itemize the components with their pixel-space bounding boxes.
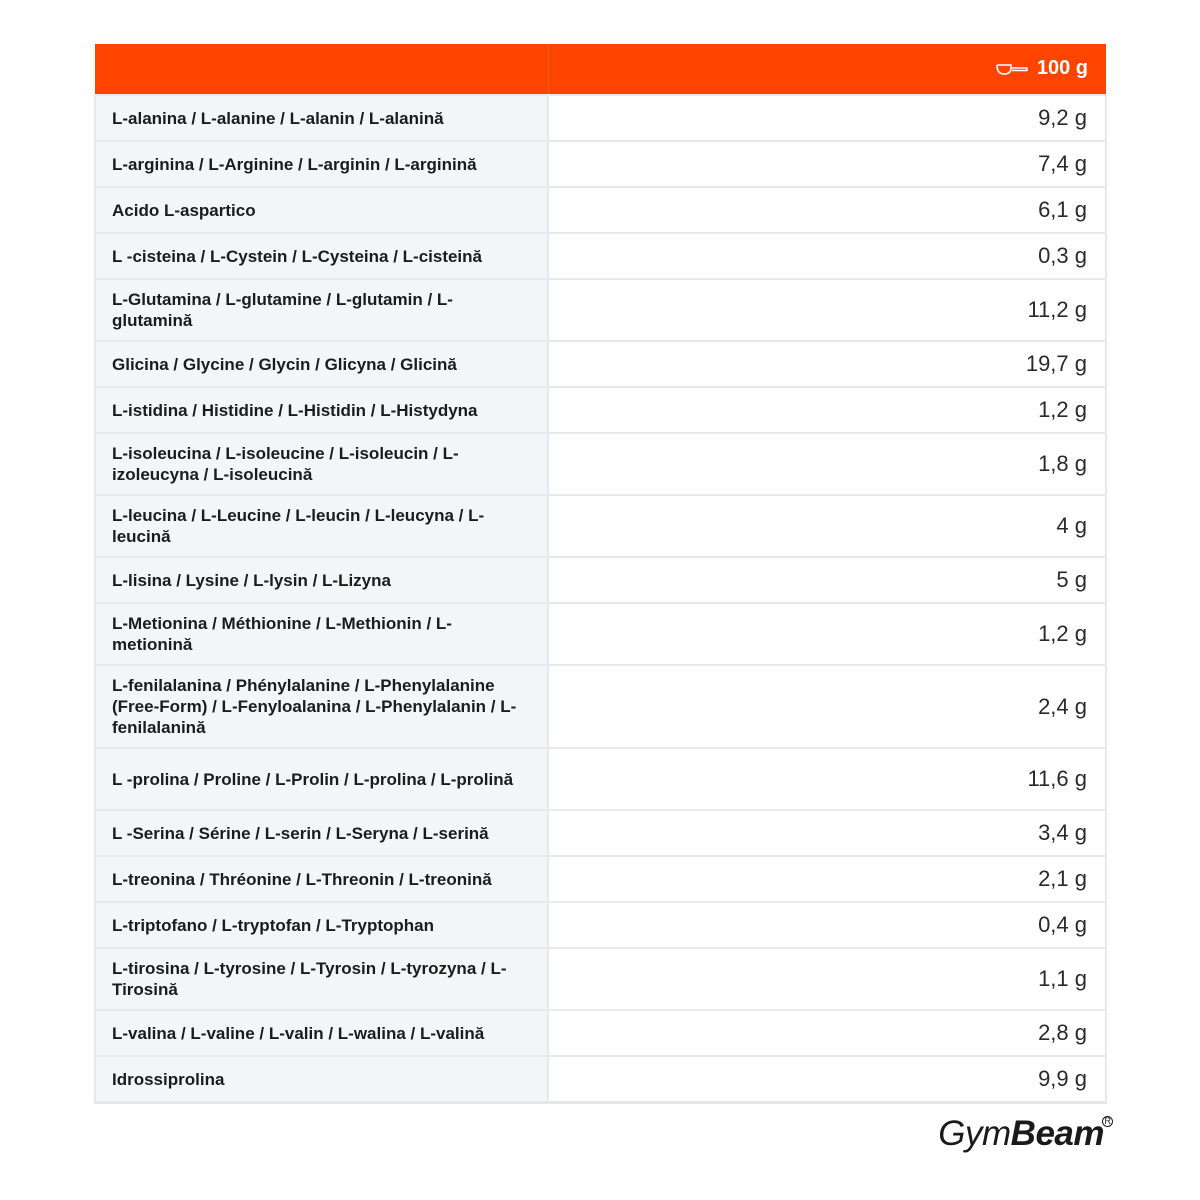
table-row	[95, 748, 1106, 810]
amino-acid-name: L-alanina / L-alanine / L-alanin / L-alanină	[95, 95, 548, 141]
logo-text-beam: Beam	[1010, 1114, 1104, 1153]
amino-acid-table	[94, 44, 1107, 1104]
table-row	[95, 433, 1106, 495]
table-row	[95, 948, 1106, 1010]
amino-acid-amount: 6,1 g	[548, 187, 1106, 233]
amino-acid-amount: 4 g	[548, 495, 1106, 557]
nutrition-table-container	[94, 44, 1105, 1104]
table-row	[95, 1010, 1106, 1056]
amino-acid-amount: 3,4 g	[548, 810, 1106, 856]
amino-acid-amount: 7,4 g	[548, 141, 1106, 187]
table-header	[95, 44, 1106, 95]
amino-acid-amount: 0,4 g	[548, 902, 1106, 948]
registered-mark-icon: R	[1102, 1116, 1113, 1127]
amino-acid-amount: 1,1 g	[548, 948, 1106, 1010]
amino-acid-amount: 2,4 g	[548, 665, 1106, 748]
amino-acid-name: L-leucina / L-Leucine / L-leucin / L-leucyna / L-leucină	[95, 495, 548, 557]
amino-acid-name: L-valina / L-valine / L-valin / L-walina / L-valină	[95, 1010, 548, 1056]
amino-acid-amount: 1,2 g	[548, 387, 1106, 433]
gymbeam-logo	[938, 1114, 1111, 1154]
amino-acid-name: Acido L-aspartico	[95, 187, 548, 233]
amino-acid-amount: 11,6 g	[548, 748, 1106, 810]
amino-acid-name: L-fenilalanina / Phénylalanine / L-Phenylalanine (Free-Form) / L-Fenyloalanina / L-Phenylalanin / L-fenilalanină	[95, 665, 548, 748]
amino-acid-name: L-istidina / Histidine / L-Histidin / L-Histydyna	[95, 387, 548, 433]
table-row	[95, 902, 1106, 948]
amino-acid-amount: 9,2 g	[548, 95, 1106, 141]
amino-acid-name: L-lisina / Lysine / L-lysin / L-Lizyna	[95, 557, 548, 603]
amino-acid-amount: 1,8 g	[548, 433, 1106, 495]
table-row	[95, 1056, 1106, 1103]
amino-acid-amount: 5 g	[548, 557, 1106, 603]
amino-acid-name: L -prolina / Proline / L-Prolin / L-prolina / L-prolină	[95, 748, 548, 810]
amino-acid-amount: 19,7 g	[548, 341, 1106, 387]
amino-acid-amount: 1,2 g	[548, 603, 1106, 665]
table-row	[95, 810, 1106, 856]
amino-acid-name: Idrossiprolina	[95, 1056, 548, 1103]
table-row	[95, 141, 1106, 187]
amino-acid-name: L-treonina / Thréonine / L-Threonin / L-treonină	[95, 856, 548, 902]
table-row	[95, 856, 1106, 902]
amino-acid-name: L -Serina / Sérine / L-serin / L-Seryna / L-serină	[95, 810, 548, 856]
table-row	[95, 187, 1106, 233]
table-row	[95, 387, 1106, 433]
table-body	[95, 95, 1106, 1103]
amino-acid-amount: 11,2 g	[548, 279, 1106, 341]
amino-acid-name: L-Metionina / Méthionine / L-Methionin / L-metionină	[95, 603, 548, 665]
amino-acid-amount: 2,1 g	[548, 856, 1106, 902]
scoop-icon	[995, 61, 1029, 77]
amino-acid-name: L-arginina / L-Arginine / L-arginin / L-arginină	[95, 141, 548, 187]
header-name-column	[95, 44, 548, 95]
table-row	[95, 603, 1106, 665]
amino-acid-amount: 0,3 g	[548, 233, 1106, 279]
table-row	[95, 495, 1106, 557]
amino-acid-name: L -cisteina / L-Cystein / L-Cysteina / L-cisteină	[95, 233, 548, 279]
table-row	[95, 233, 1106, 279]
amino-acid-name: L-isoleucina / L-isoleucine / L-isoleucin / L-izoleucyna / L-isoleucină	[95, 433, 548, 495]
amino-acid-name: L-tirosina / L-tyrosine / L-Tyrosin / L-tyrozyna / L-Tirosină	[95, 948, 548, 1010]
logo-text-gym: Gym	[938, 1114, 1011, 1153]
table-row	[95, 341, 1106, 387]
amino-acid-amount: 2,8 g	[548, 1010, 1106, 1056]
amino-acid-name: L-Glutamina / L-glutamine / L-glutamin / L-glutamină	[95, 279, 548, 341]
table-row	[95, 557, 1106, 603]
header-serving-column	[548, 44, 1106, 95]
amino-acid-name: Glicina / Glycine / Glycin / Glicyna / Glicină	[95, 341, 548, 387]
table-row	[95, 95, 1106, 141]
table-row	[95, 665, 1106, 748]
amino-acid-name: L-triptofano / L-tryptofan / L-Tryptophan	[95, 902, 548, 948]
serving-size-label: 100 g	[1036, 57, 1088, 80]
table-row	[95, 279, 1106, 341]
amino-acid-amount: 9,9 g	[548, 1056, 1106, 1103]
